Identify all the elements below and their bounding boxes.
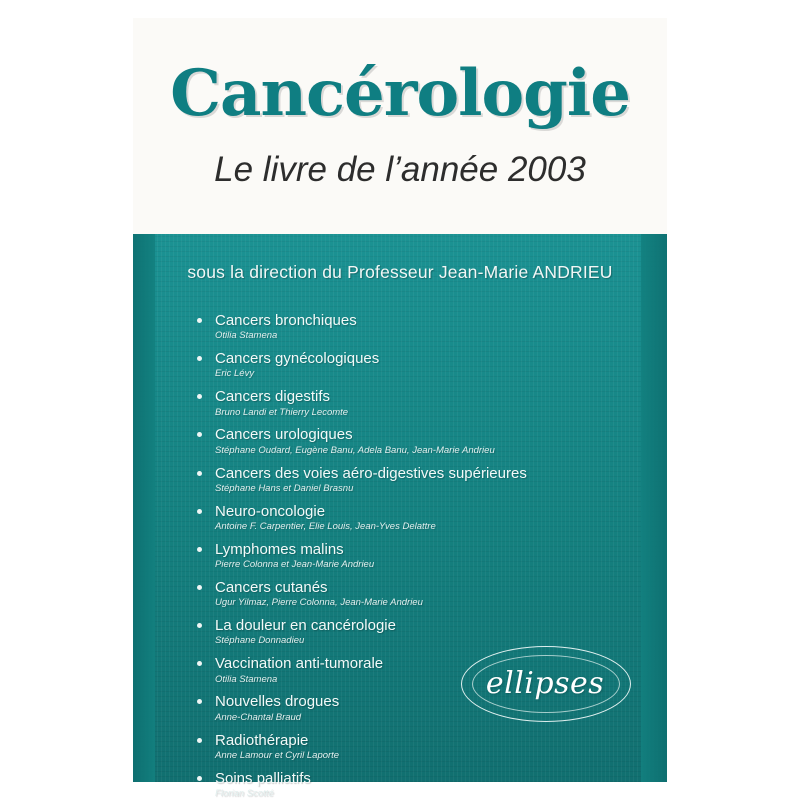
chapter-authors: Otilia Stamena	[215, 673, 278, 685]
chapter-authors: Eric Lévy	[215, 368, 255, 380]
page-title: Cancérologie	[170, 56, 630, 131]
list-item	[193, 617, 613, 647]
chapter-title: La douleur en cancérologie	[215, 617, 396, 635]
chapter-authors: Stéphane Hans et Daniel Brasnu	[215, 482, 354, 494]
bullet-icon	[197, 585, 202, 590]
chapter-title: Cancers digestifs	[215, 388, 331, 406]
list-item	[193, 770, 613, 800]
chapter-authors: Stéphane Oudard, Eugène Banu, Adela Banu, Jean-Marie Andrieu	[215, 444, 495, 456]
bullet-icon	[197, 623, 202, 628]
chapter-authors: Ugur Yilmaz, Pierre Colonna, Jean-Marie Andrieu	[215, 597, 423, 609]
chapter-title: Lymphomes malins	[215, 540, 344, 558]
list-item	[193, 579, 613, 609]
chapter-title: Cancers bronchiques	[215, 312, 357, 329]
chapter-authors: Pierre Colonna et Jean-Marie Andrieu	[215, 559, 375, 571]
cover-title-area	[133, 18, 667, 234]
list-item	[193, 426, 613, 456]
list-item	[193, 350, 613, 380]
list-item	[193, 541, 613, 571]
chapter-title: Neuro-oncologie	[215, 502, 326, 520]
right-edge-strip	[641, 234, 667, 782]
chapter-authors: Florian Scotté	[215, 787, 274, 799]
chapter-title: Cancers gynécologiques	[215, 350, 380, 368]
bullet-icon	[197, 661, 202, 666]
chapter-title: Nouvelles drogues	[215, 693, 340, 711]
bullet-icon	[197, 547, 202, 552]
cover-subtitle: Le livre de l’année 2003	[214, 150, 586, 189]
chapter-title: Vaccination anti-tumorale	[215, 655, 384, 673]
bullet-icon	[197, 471, 202, 476]
chapter-title: Radiothérapie	[215, 731, 309, 749]
bullet-icon	[197, 776, 202, 781]
bullet-icon	[197, 432, 202, 437]
bullet-icon	[197, 318, 202, 323]
chapter-authors: Bruno Landi et Thierry Lecomte	[215, 406, 349, 418]
list-item	[193, 732, 613, 762]
chapter-authors: Anne Lamour et Cyril Laporte	[215, 749, 340, 761]
chapter-title: Cancers des voies aéro-digestives supérieures	[215, 464, 527, 482]
publisher-logo	[461, 646, 629, 720]
bullet-icon	[197, 394, 202, 399]
chapter-authors: Antoine F. Carpentier, Elie Louis, Jean-Yves Delattre	[215, 520, 436, 532]
bullet-icon	[197, 356, 202, 361]
chapter-title: Soins palliatifs	[215, 769, 311, 787]
bullet-icon	[197, 738, 202, 743]
chapter-list	[193, 312, 613, 808]
bullet-icon	[197, 509, 202, 514]
list-item	[193, 312, 613, 342]
list-item	[193, 503, 613, 533]
list-item	[193, 388, 613, 418]
chapter-title: Cancers urologiques	[215, 426, 353, 444]
editor-credit: sous la direction du Professeur Jean-Marie ANDRIEU	[187, 262, 613, 282]
chapter-authors: Otilia Stamena	[215, 330, 278, 342]
chapter-title: Cancers cutanés	[215, 578, 328, 596]
publisher-name: ellipses	[485, 666, 605, 701]
bullet-icon	[197, 699, 202, 704]
cover-body	[133, 234, 667, 799]
chapter-authors: Anne-Chantal Braud	[215, 711, 302, 723]
left-edge-strip	[133, 234, 155, 782]
chapter-authors: Stéphane Donnadieu	[215, 635, 305, 647]
list-item	[193, 465, 613, 495]
book-cover	[133, 18, 667, 799]
